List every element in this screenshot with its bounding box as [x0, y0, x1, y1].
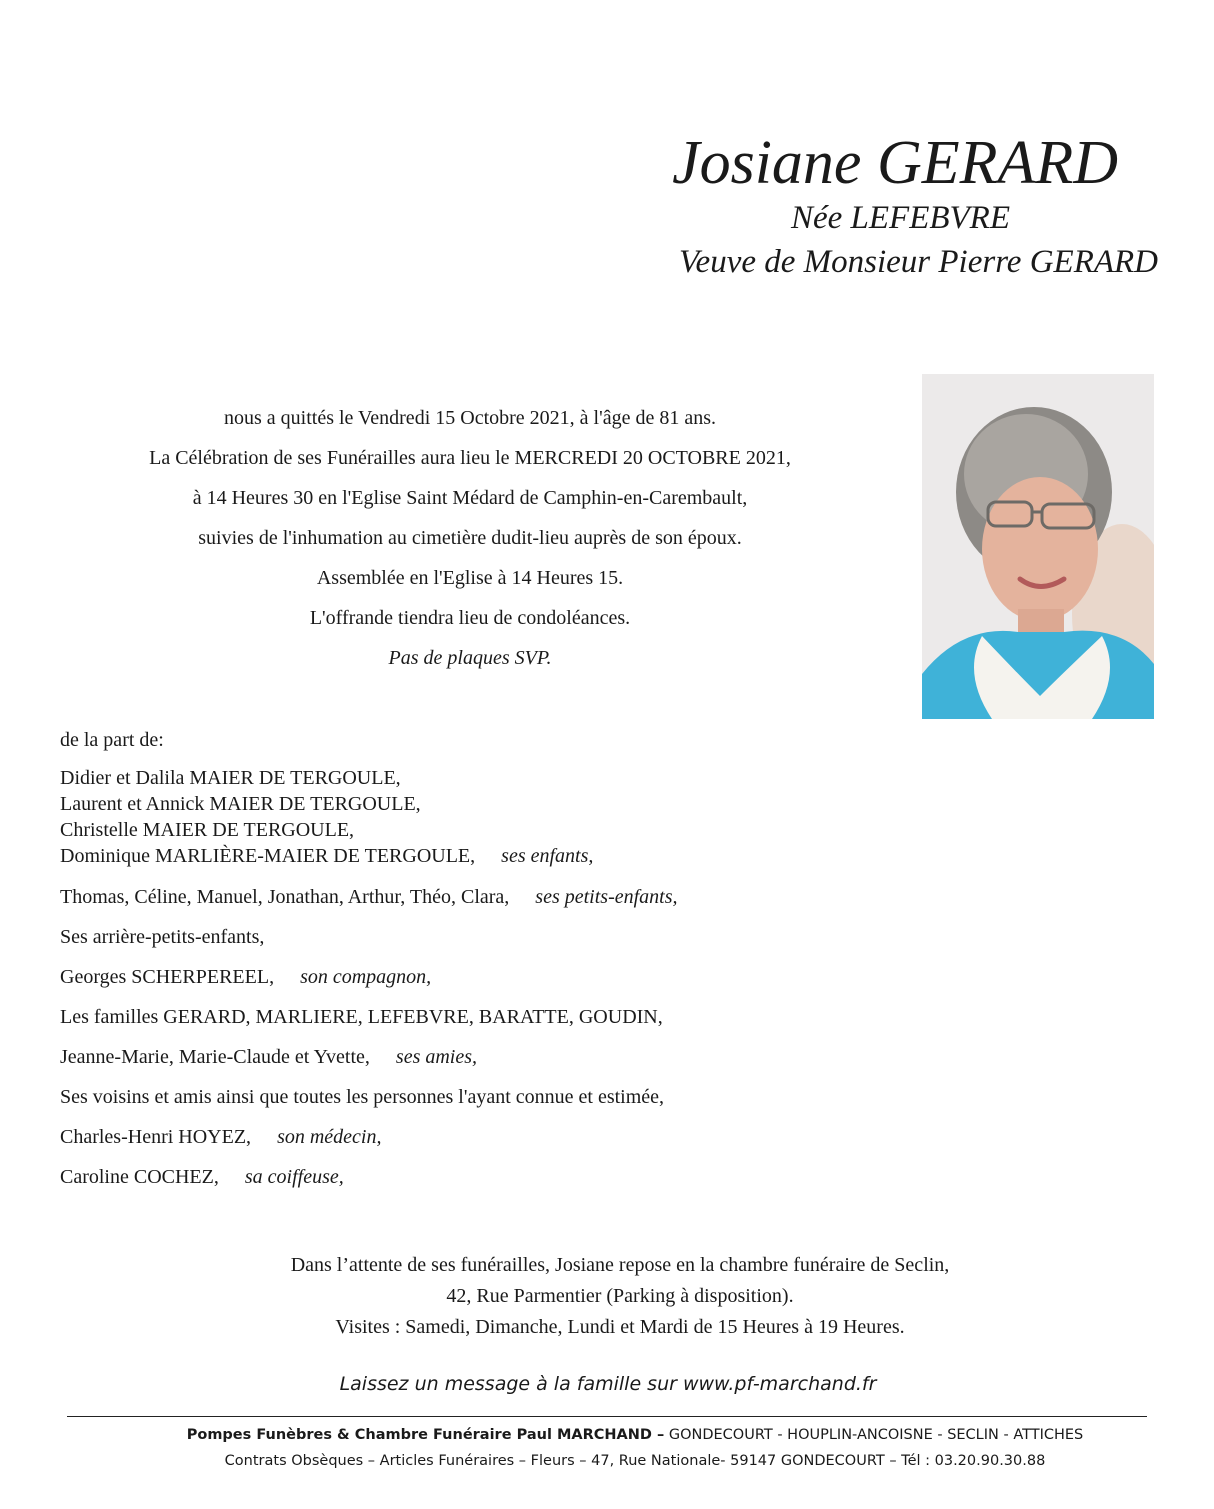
widow-of: Veuve de Monsieur Pierre GERARD [679, 244, 1158, 280]
family-entry [60, 925, 264, 949]
repose-line: Dans l’attente de ses funérailles, Josiane repose en la chambre funéraire de Seclin, [290, 1254, 950, 1276]
child-2: Laurent et Annick MAIER DE TERGOULE, [60, 793, 421, 815]
maiden-name: Née LEFEBVRE [790, 200, 1010, 236]
no-plaques-line: Pas de plaques SVP. [388, 647, 552, 669]
children-relation: ses enfants, [501, 845, 594, 867]
family-entry [60, 1045, 477, 1069]
footer-locations: GONDECOURT - HOUPLIN-ANCOISNE - SECLIN - ATTICHES [664, 1427, 1084, 1443]
assembly-line: Assemblée en l'Eglise à 14 Heures 15. [316, 567, 624, 589]
offering-line: L'offrande tiendra lieu de condoléances. [309, 607, 631, 629]
footer-services-line: Contrats Obsèques – Articles Funéraires – Fleurs – 47, Rue Nationale- 59147 GONDECOURT – Tél : 03.20.90.30.88 [224, 1453, 1046, 1469]
address-line: 42, Rue Parmentier (Parking à disposition). [446, 1285, 794, 1307]
child-1: Didier et Dalila MAIER DE TERGOULE, [60, 767, 401, 789]
portrait-photo-icon [922, 374, 1154, 719]
death-date-line: nous a quittés le Vendredi 15 Octobre 2021, à l'âge de 81 ans. [223, 407, 716, 429]
family-entry [60, 965, 431, 989]
funeral-date-line: La Célébration de ses Funérailles aura lieu le MERCREDI 20 OCTOBRE 2021, [149, 447, 791, 469]
family-entry-name: Ses voisins et amis ainsi que toutes les personnes l'ayant connue et estimée, [60, 1086, 665, 1108]
family-entry-relation: ses amies, [395, 1046, 478, 1068]
family-entry [60, 1085, 664, 1109]
visits-line: Visites : Samedi, Dimanche, Lundi et Mardi de 15 Heures à 19 Heures. [335, 1316, 905, 1338]
footer-company-line [0, 1425, 1214, 1445]
family-intro: de la part de: [60, 729, 164, 751]
family-entry-name: Caroline COCHEZ, [60, 1166, 219, 1188]
family-entry-relation: son médecin, [277, 1126, 382, 1148]
family-entry-name: Georges SCHERPEREEL, [60, 966, 275, 988]
family-entry [60, 1125, 381, 1149]
family-entry-relation: son compagnon, [300, 966, 432, 988]
family-entry [60, 885, 678, 909]
burial-line: suivies de l'inhumation au cimetière dudit-lieu auprès de son époux. [198, 527, 742, 549]
family-entry-name: Ses arrière-petits-enfants, [60, 926, 265, 948]
funeral-location-line: à 14 Heures 30 en l'Eglise Saint Médard de Camphin-en-Carembault, [192, 487, 748, 509]
family-entry-name: Thomas, Céline, Manuel, Jonathan, Arthur, Théo, Clara, [60, 886, 510, 908]
family-entry-name: Charles-Henri HOYEZ, [60, 1126, 252, 1148]
portrait-photo [922, 374, 1154, 719]
footer-divider [67, 1416, 1147, 1417]
footer-company: Pompes Funèbres & Chambre Funéraire Paul MARCHAND – [186, 1427, 665, 1443]
condolence-message-link[interactable]: Laissez un message à la famille sur www.pf-marchand.fr [339, 1373, 877, 1395]
family-entry-name: Jeanne-Marie, Marie-Claude et Yvette, [60, 1046, 370, 1068]
family-entry [60, 1165, 344, 1189]
family-entry-relation: sa coiffeuse, [244, 1166, 344, 1188]
child-3: Christelle MAIER DE TERGOULE, [60, 819, 355, 841]
deceased-name: Josiane GERARD [672, 129, 1118, 197]
child-4-name: Dominique MARLIÈRE-MAIER DE TERGOULE, [60, 845, 476, 867]
child-4 [60, 845, 593, 867]
family-entry [60, 1005, 663, 1029]
family-entry-relation: ses petits-enfants, [535, 886, 678, 908]
family-entry-name: Les familles GERARD, MARLIERE, LEFEBVRE, BARATTE, GOUDIN, [60, 1006, 663, 1028]
